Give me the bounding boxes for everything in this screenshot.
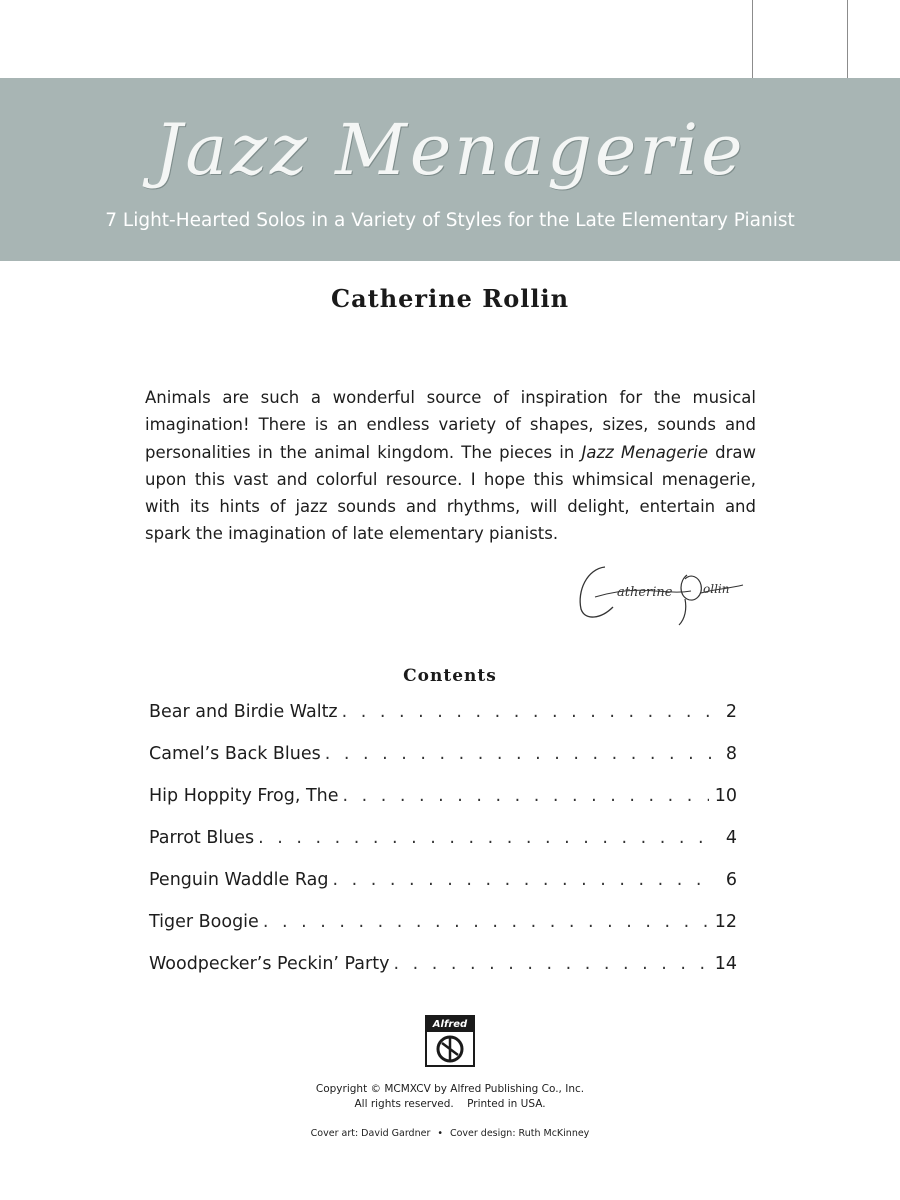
alfred-logo — [425, 1015, 475, 1067]
toc-page: 12 — [714, 912, 737, 932]
book-subtitle: 7 Light-Hearted Solos in a Variety of Styles for the Late Elementary Pianist — [105, 210, 795, 231]
toc-leader-dots — [343, 781, 709, 811]
toc-page: 2 — [725, 702, 737, 722]
logo-wordmark: Alfred — [427, 1017, 473, 1032]
intro-text-2: draw upon this vast and colorful resource. I hope this whimsical menagerie, with its hints of jazz sounds and rhythms, will delight, entertain and spark the imagination of late elementary pianists. — [145, 442, 757, 544]
toc-row — [149, 865, 737, 907]
toc-row — [149, 697, 737, 739]
table-of-contents — [149, 697, 737, 991]
toc-title: Penguin Waddle Rag — [149, 870, 329, 890]
toc-leader-dots — [258, 823, 711, 853]
toc-title: Woodpecker’s Peckin’ Party — [149, 954, 390, 974]
toc-row — [149, 781, 737, 823]
toc-row — [149, 907, 737, 949]
rights-line: All rights reserved. Printed in USA. — [354, 1098, 546, 1110]
toc-title: Tiger Boogie — [149, 912, 259, 932]
toc-leader-dots — [325, 739, 711, 769]
book-title: Jazz Menagerie — [154, 109, 746, 191]
toc-title: Camel’s Back Blues — [149, 744, 321, 764]
toc-leader-dots — [393, 949, 708, 979]
credit-separator: • — [437, 1128, 443, 1139]
cover-design-credit: Cover design: Ruth McKinney — [449, 1128, 590, 1139]
contents-heading: Contents — [403, 666, 497, 686]
toc-row — [149, 823, 737, 865]
cover-credits — [0, 1127, 900, 1141]
svg-text:atherine: atherine — [617, 585, 673, 600]
toc-leader-dots — [332, 865, 711, 895]
intro-text-1: Animals are such a wonderful source of inspiration for the musical imagination! There is an endless variety of shapes, sizes, sounds and personalities in the animal kingdom. The pieces in — [145, 388, 756, 462]
logo-mark-icon — [431, 1034, 469, 1064]
toc-page: 8 — [725, 744, 737, 764]
toc-row — [149, 739, 737, 781]
copyright-line: Copyright © MCMXCV by Alfred Publishing Co., Inc. — [315, 1083, 585, 1095]
copyright-notice — [0, 1082, 900, 1112]
cover-art-credit: Cover art: David Gardner — [310, 1128, 431, 1139]
intro-italic-title: Jazz Menagerie — [581, 442, 709, 462]
author-signature — [575, 555, 750, 627]
toc-row — [149, 949, 737, 991]
toc-title: Bear and Birdie Waltz — [149, 702, 338, 722]
toc-page: 4 — [725, 828, 737, 848]
toc-leader-dots — [342, 697, 711, 727]
title-banner — [0, 78, 900, 261]
toc-page: 10 — [714, 786, 737, 806]
toc-title: Parrot Blues — [149, 828, 255, 848]
toc-title: Hip Hoppity Frog, The — [149, 786, 339, 806]
svg-text:ollin: ollin — [703, 582, 730, 596]
toc-page: 6 — [725, 870, 737, 890]
toc-leader-dots — [263, 907, 709, 937]
intro-paragraph — [145, 384, 756, 548]
toc-page: 14 — [714, 954, 737, 974]
author-name: Catherine Rollin — [330, 284, 570, 313]
